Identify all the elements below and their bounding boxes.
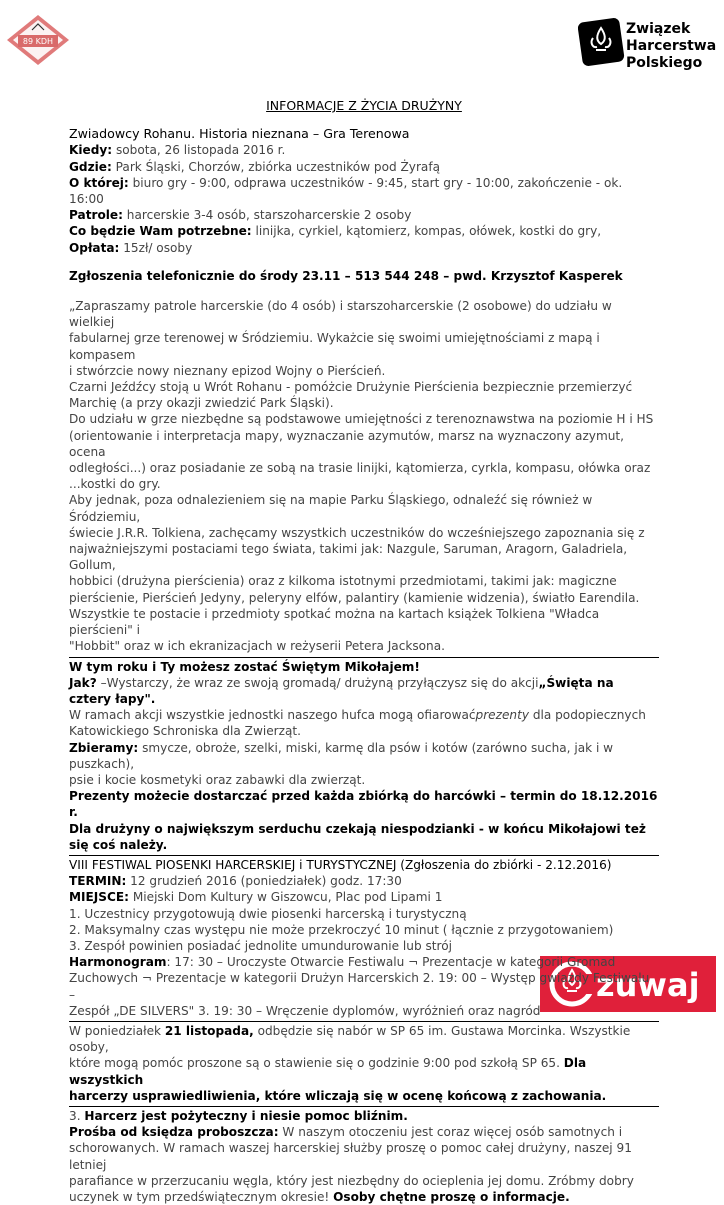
event1-line: Wszystkie te postacie i przedmioty spotkać można na kartach książek Tolkiena "Władca pierścieni" i xyxy=(69,606,600,638)
event1-line: świecie J.R.R. Tolkiena, zachęcamy wszystkich uczestników do wcześniejszego zapoznania się z xyxy=(69,525,645,540)
event3-place-label: MIEJSCE: xyxy=(69,890,129,905)
event1-fee-value: 15zł/ osoby xyxy=(119,240,193,255)
event1-needs-value: linijka, cyrkiel, kątomierz, kompas, ołówek, kostki do gry, xyxy=(251,224,602,239)
czuwaj-logo-text: zuwaj xyxy=(596,966,700,1004)
event5-req-1 xyxy=(69,1124,659,1140)
event2-line-a-italic: prezenty xyxy=(475,708,529,723)
event1-time-label: O której: xyxy=(69,175,129,190)
event5-heading xyxy=(69,1108,659,1124)
event2-collect-label: Zbieramy: xyxy=(69,740,139,755)
event5-req-1-text: W naszym otoczeniu jest coraz więcej osób samotnych i xyxy=(278,1125,623,1140)
event1-line: (orientowanie i interpretacja mapy, wyznaczanie azymutów, marsz na wyznaczony azymut, ocena xyxy=(69,428,624,459)
zhp-logo-line-3: Polskiego xyxy=(626,55,703,71)
event2-how xyxy=(69,675,659,707)
event2-line-b: Katowickiego Schroniska dla Zwierząt. xyxy=(69,724,301,739)
event3-term-label: TERMIN: xyxy=(69,874,127,889)
event5-heading-text: Harcerz jest pożyteczny i niesie pomoc bliźnim. xyxy=(84,1108,408,1123)
event2-how-label: Jak? xyxy=(69,675,97,690)
event2-line-a-end: dla podopiecznych xyxy=(528,708,646,723)
event1-line: Marchię (a przy okazji zwiedzić Park Śląski). xyxy=(69,396,334,411)
event4-t2-bold: Dla wszystkich xyxy=(69,1056,587,1087)
event4-line-2 xyxy=(69,1055,659,1087)
event5-num: 3. xyxy=(69,1108,85,1123)
event2-section xyxy=(69,657,659,853)
event1-line: pierścienie, Pierścień Jedyny, peleryny elfów, palantiry (kamienie widzenia), światło Earendila. xyxy=(69,590,640,605)
event1-patrols-value: harcerskie 3-4 osób, starszoharcerskie 2 osoby xyxy=(122,208,412,223)
event4-t2: które mogą pomóc proszone są o stawienie się o godzinie 9:00 pod szkołą SP 65. xyxy=(69,1056,564,1071)
event3-term xyxy=(69,873,659,889)
event1-where-label: Gdzie: xyxy=(69,159,112,174)
event1-signup: Zgłoszenia telefonicznie do środy 23.11 – 513 544 248 – pwd. Krzysztof Kasperek xyxy=(69,268,623,283)
event1-needs-label: Co będzie Wam potrzebne: xyxy=(69,224,252,239)
event2-line-a xyxy=(69,707,659,723)
event3-rule-1: 1. Uczestnicy przygotowują dwie piosenki harcerską i turystyczną xyxy=(69,906,467,921)
event2-line-a-text: W ramach akcji wszystkie jednostki naszego hufca mogą ofiarować xyxy=(69,708,476,723)
event1-line: odległości...) oraz posiadanie ze sobą na trasie linijki, kątomierza, cyrkla, kompasu, ołówka oraz xyxy=(69,461,651,476)
zhp-logo-line-1: Związek xyxy=(626,21,691,37)
event4-line-3: harcerzy usprawiedliwienia, które wliczają się w ocenę końcową z zachowania. xyxy=(69,1088,607,1103)
newsletter-content xyxy=(69,98,659,1205)
event2-how-text: –Wystarczy, że wraz ze swoją gromadą/ drużyną przyłączysz się do akcji xyxy=(96,675,539,690)
zhp-logo xyxy=(578,14,718,74)
event1-patrols-label: Patrole: xyxy=(69,208,123,223)
event1-description xyxy=(69,298,659,654)
event1-patrols xyxy=(69,207,659,223)
event2-heading: W tym roku i Ty możesz zostać Świętym Mikołajem! xyxy=(69,659,420,674)
event2-how-bold: „Święta na cztery łapy". xyxy=(69,675,614,706)
event3-schedule xyxy=(69,954,659,970)
event4-t1: W poniedziałek xyxy=(69,1023,165,1038)
event1-line: „Zapraszamy patrole harcerskie (do 4 osób) i starszoharcerskie (2 osobowe) do udziału w wielkiej xyxy=(69,299,612,330)
event1-line: Czarni Jeźdźcy stoją u Wrót Rohanu - pomóżcie Drużynie Pierścienia bezpiecznie przemierzyć xyxy=(69,380,633,395)
event5-req-3: parafiance w przerzucaniu węgla, który jest niezbędny do ocieplenia jej domu. Zróbmy dobry xyxy=(69,1173,634,1188)
event5-req-2: schorowanych. W ramach waszej harcerskiej służby proszę o pomoc całej drużyny, naszej 91 letniej xyxy=(69,1141,632,1172)
event3-heading: VIII FESTIWAL PIOSENKI HARCERSKIEJ i TURYSTYCZNEJ (Zgłoszenia do zbiórki - 2.12.2016) xyxy=(69,857,612,872)
event3-schedule-label: Harmonogram xyxy=(69,955,167,970)
event1-fee xyxy=(69,240,659,256)
event1-where-value: Park Śląski, Chorzów, zbiórka uczestników pod Żyrafą xyxy=(111,159,441,174)
event2-collect-2: psie i kocie kosmetyki oraz zabawki dla zwierząt. xyxy=(69,772,366,787)
event3-schedule-3: Zespół „DE SILVERS" 3. 19: 30 – Wręczenie dyplomów, wyróżnień oraz nagród xyxy=(69,1003,541,1018)
event1-heading: Zwiadowcy Rohanu. Historia nieznana – Gra Terenowa xyxy=(69,126,410,142)
event1-time xyxy=(69,175,659,207)
event1-fee-label: Opłata: xyxy=(69,240,120,255)
event4-section xyxy=(69,1021,659,1104)
event3-schedule-2: Zuchowych ¬ Prezentacje w kategorii Drużyn Harcerskich 2. 19: 00 – Występ gwiazdy Festiwalu – xyxy=(69,971,650,1002)
event1-where xyxy=(69,159,659,175)
event2-collect-value: smycze, obroże, szelki, miski, karmę dla psów i kotów (zarówno sucha, jak i w puszkach), xyxy=(69,740,614,771)
event1-line: Aby jednak, poza odnalezieniem się na mapie Parku Śląskiego, odnaleźć się również w Śródziemiu, xyxy=(69,493,593,524)
event2-collect xyxy=(69,740,659,772)
event3-place-value: Miejski Dom Kultury w Giszowcu, Plac pod Lipami 1 xyxy=(128,890,443,905)
event1-time-value: biuro gry - 9:00, odprawa uczestników - 9:45, start gry - 10:00, zakończenie - ok. 16:00 xyxy=(69,175,623,207)
event4-line-1 xyxy=(69,1023,659,1055)
event5-section xyxy=(69,1106,659,1205)
event4-t1-end: odbędzie się nabór w SP 65 im. Gustawa Morcinka. Wszystkie osoby, xyxy=(69,1023,631,1055)
event1-line: hobbici (drużyna pierścienia) oraz z kilkoma istotnymi przedmiotami, takimi jak: magiczne xyxy=(69,574,617,589)
event1-line: fabularnej grze terenowej w Śródziemiu. Wykażcie się swoimi umiejętnościami z mapą i kompasem xyxy=(69,331,600,362)
event1-line: najważniejszymi postaciami tego świata, takimi jak: Nazgule, Saruman, Aragorn, Galadriela, Gollum, xyxy=(69,542,628,573)
event1-needs xyxy=(69,223,659,239)
event1-when-label: Kiedy: xyxy=(69,143,113,158)
event1-line: i stwórzcie nowy nieznany epizod Wojny o Pierścień. xyxy=(69,363,386,378)
event1-line: ...kostki do gry. xyxy=(69,477,161,492)
event4-t1-bold: 21 listopada, xyxy=(164,1023,254,1038)
event3-rule-2: 2. Maksymalny czas występu nie może przekroczyć 10 minut ( łącznie z przygotowaniem) xyxy=(69,922,614,937)
event1-when xyxy=(69,142,659,158)
troop-logo-text: 89 KDH xyxy=(22,37,54,46)
event3-section xyxy=(69,855,659,1019)
event3-term-value: 12 grudzień 2016 (poniedziałek) godz. 17:30 xyxy=(126,874,402,889)
event3-schedule-1: : 17: 30 – Uroczyste Otwarcie Festiwalu ¬ Prezentacje w kategorii Gromad xyxy=(166,955,616,970)
troop-logo xyxy=(6,14,70,66)
zhp-logo-line-2: Harcerstwa xyxy=(626,38,717,54)
page-title: INFORMACJE Z ŻYCIA DRUŻYNY xyxy=(266,98,462,113)
event1-line: Do udziału w grze niezbędne są podstawowe umiejętności z terenoznawstwa na poziomie H i HS xyxy=(69,412,654,427)
event5-req-4-text: uczynek w tym przedświątecznym okresie! xyxy=(69,1190,334,1204)
event5-req-4-bold: Osoby chętne proszę o informacje. xyxy=(333,1190,570,1204)
event2-surprise: Dla drużyny o największym serduchu czekają niespodzianki - w końcu Mikołajowi też się coś należy. xyxy=(69,821,646,852)
event5-req-label: Prośba od księdza proboszcza: xyxy=(69,1125,279,1140)
event3-place xyxy=(69,889,659,905)
event2-bring: Prezenty możecie dostarczać przed każda zbiórką do harcówki – termin do 18.12.2016 r. xyxy=(69,789,658,820)
event1-line: "Hobbit" oraz w ich ekranizacjach w reżyserii Petera Jacksona. xyxy=(69,639,445,654)
event3-rule-3: 3. Zespół powinien posiadać jednolite umundurowanie lub strój xyxy=(69,938,452,953)
event1-when-value: sobota, 26 listopada 2016 r. xyxy=(112,143,286,158)
event5-req-4 xyxy=(69,1189,659,1205)
